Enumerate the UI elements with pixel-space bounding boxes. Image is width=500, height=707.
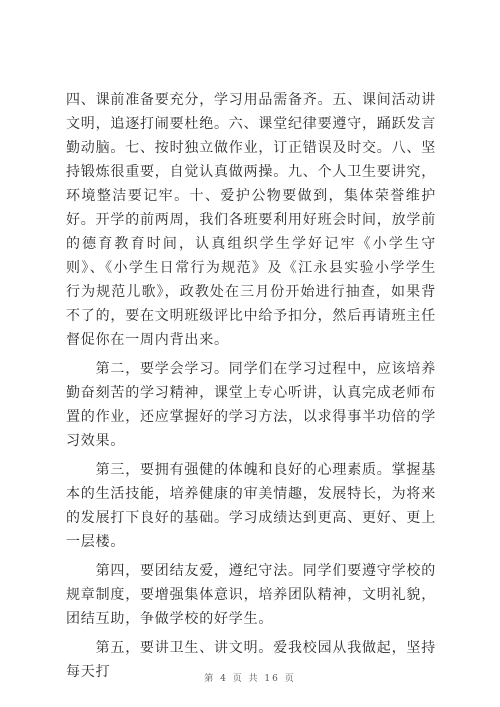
paragraph-hygiene-civility: 第五，要讲卫生、讲文明。爱我校园从我做起，坚持每天打 (66, 640, 436, 680)
paragraph-unity-discipline: 第四，要团结友爱，遵纪守法。同学们要遵守学校的规章制度，要增强集体意识，培养团队精神，文明礼貌，团结互助，争做学校的好学生。 (66, 563, 436, 627)
paragraph-rules-list: 四、课前准备要充分，学习用品需备齐。五、课间活动讲文明，追逐打闹要杜绝。六、课堂纪律要遵守，踊跃发言勤动脑。七、按时独立做作业，订正错误及时交。八、坚持锻炼很重要，自觉认真做两操。九、个人卫生要讲究，环境整洁要记牢。十、爱护公物要做到，集体荣誉维护好。开学的前两周，我们各班要利用好班会时间，放学前的德育教育时间，认真组织学生学好记牢《小学生守则》、《小学生日常行为规范》及《江永县实验小学学生行为规范儿歌》，政教处在三月份开始进行抽查，如果背不了的，要在文明班级评比中给予扣分，然后再请班主任督促你在一周内背出来。 (66, 92, 436, 348)
paragraph-physical-mental: 第三，要拥有强健的体魄和良好的心理素质。掌握基本的生活技能，培养健康的审美情趣，发展特长，为将来的发展打下良好的基础。学习成绩达到更高、更好、更上一层楼。 (66, 462, 436, 550)
page-number-footer: 第 4 页 共 16 页 (204, 674, 296, 684)
paragraph-learn-to-study: 第二，要学会学习。同学们在学习过程中，应该培养勤奋刻苦的学习精神，课堂上专心听讲，认真完成老师布置的作业，还应掌握好的学习方法，以求得事半功倍的学习效果。 (66, 361, 436, 449)
document-body (66, 88, 436, 684)
